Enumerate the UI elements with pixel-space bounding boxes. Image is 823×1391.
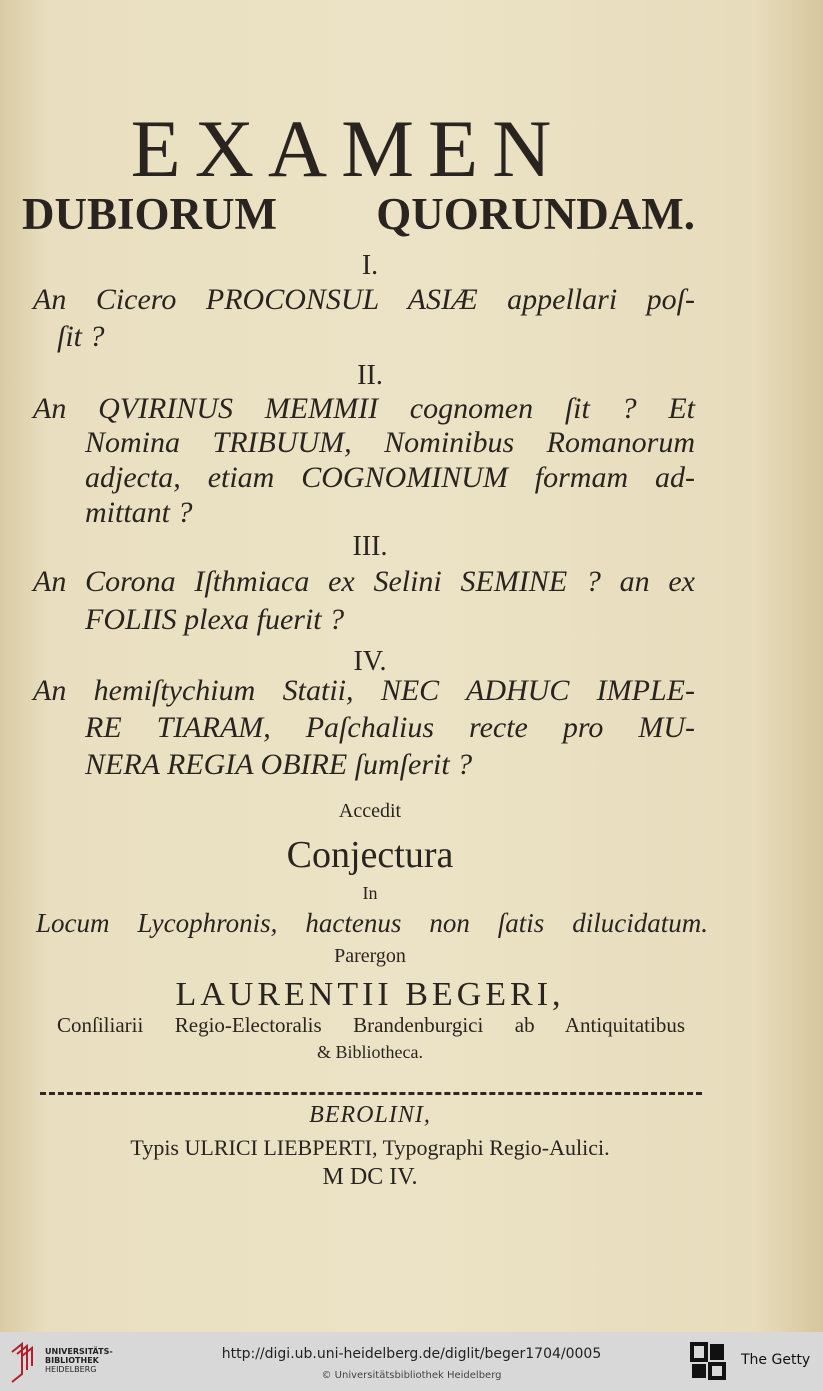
- question-3-line-2: FOLIIS plexa fuerit ?: [85, 603, 345, 636]
- question-3-line-1: An Corona Iſthmiaca ex Selini SEMINE ? an ex: [33, 565, 695, 598]
- author-name: LAURENTII BEGERI,: [175, 976, 565, 1013]
- question-2-line-4: mittant ?: [85, 496, 193, 529]
- question-1-line-2: ſit ?: [57, 320, 105, 353]
- library-line-2: BIBLIOTHEK: [45, 1356, 99, 1365]
- sponsor-name: The Getty: [741, 1352, 811, 1368]
- accedit: Accedit: [338, 800, 402, 822]
- conjectura: Conjectura: [286, 834, 454, 876]
- question-4-line-2: RE TIARAM, Paſchalius recte pro MU-: [85, 711, 695, 744]
- title-subtitle: DUBIORUM QUORUNDAM.: [22, 189, 695, 239]
- author-title: Conſiliarii Regio-Electoralis Brandenburgici ab Antiquitatibus: [57, 1013, 685, 1037]
- locum-line: Locum Lycophronis, hactenus non ſatis dilucidatum.: [36, 908, 708, 938]
- library-line-1: UNIVERSITÄTS-: [45, 1347, 113, 1356]
- in: In: [362, 883, 378, 903]
- getty-logo-icon: [690, 1342, 728, 1382]
- question-4-line-1: An hemiſtychium Statii, NEC ADHUC IMPLE-: [33, 674, 695, 707]
- divider-rule: [40, 1092, 702, 1095]
- numeral-4: IV.: [353, 646, 387, 677]
- permalink-url[interactable]: http://digi.ub.uni-heidelberg.de/diglit/beger1704/0005: [221, 1346, 602, 1362]
- author-title-2: & Bibliotheca.: [317, 1042, 423, 1062]
- copyright-notice: © Universitätsbibliothek Heidelberg: [321, 1370, 502, 1381]
- numeral-3: III.: [352, 531, 388, 562]
- parergon: Parergon: [334, 945, 406, 967]
- imprint-year: M DC IV.: [322, 1164, 418, 1190]
- numeral-2: II.: [357, 360, 383, 391]
- imprint-place: BEROLINI,: [309, 1102, 431, 1128]
- question-1-line-1: An Cicero PROCONSUL ASIÆ appellari poſ-: [33, 283, 695, 316]
- footer-bar: [0, 1332, 823, 1391]
- numeral-1: I.: [361, 250, 379, 281]
- question-2-line-3: adjecta, etiam COGNOMINUM formam ad-: [85, 461, 695, 494]
- question-2-line-1: An QVIRINUS MEMMII cognomen ſit ? Et: [33, 392, 695, 425]
- question-2-line-2: Nomina TRIBUUM, Nominibus Romanorum: [85, 426, 695, 459]
- library-line-3: HEIDELBERG: [45, 1365, 97, 1374]
- imprint-printer: Typis ULRICI LIEBPERTI, Typographi Regio-Aulici.: [130, 1135, 610, 1160]
- question-4-line-3: NERA REGIA OBIRE ſumſerit ?: [85, 748, 473, 781]
- title-examen: EXAMEN: [130, 103, 566, 194]
